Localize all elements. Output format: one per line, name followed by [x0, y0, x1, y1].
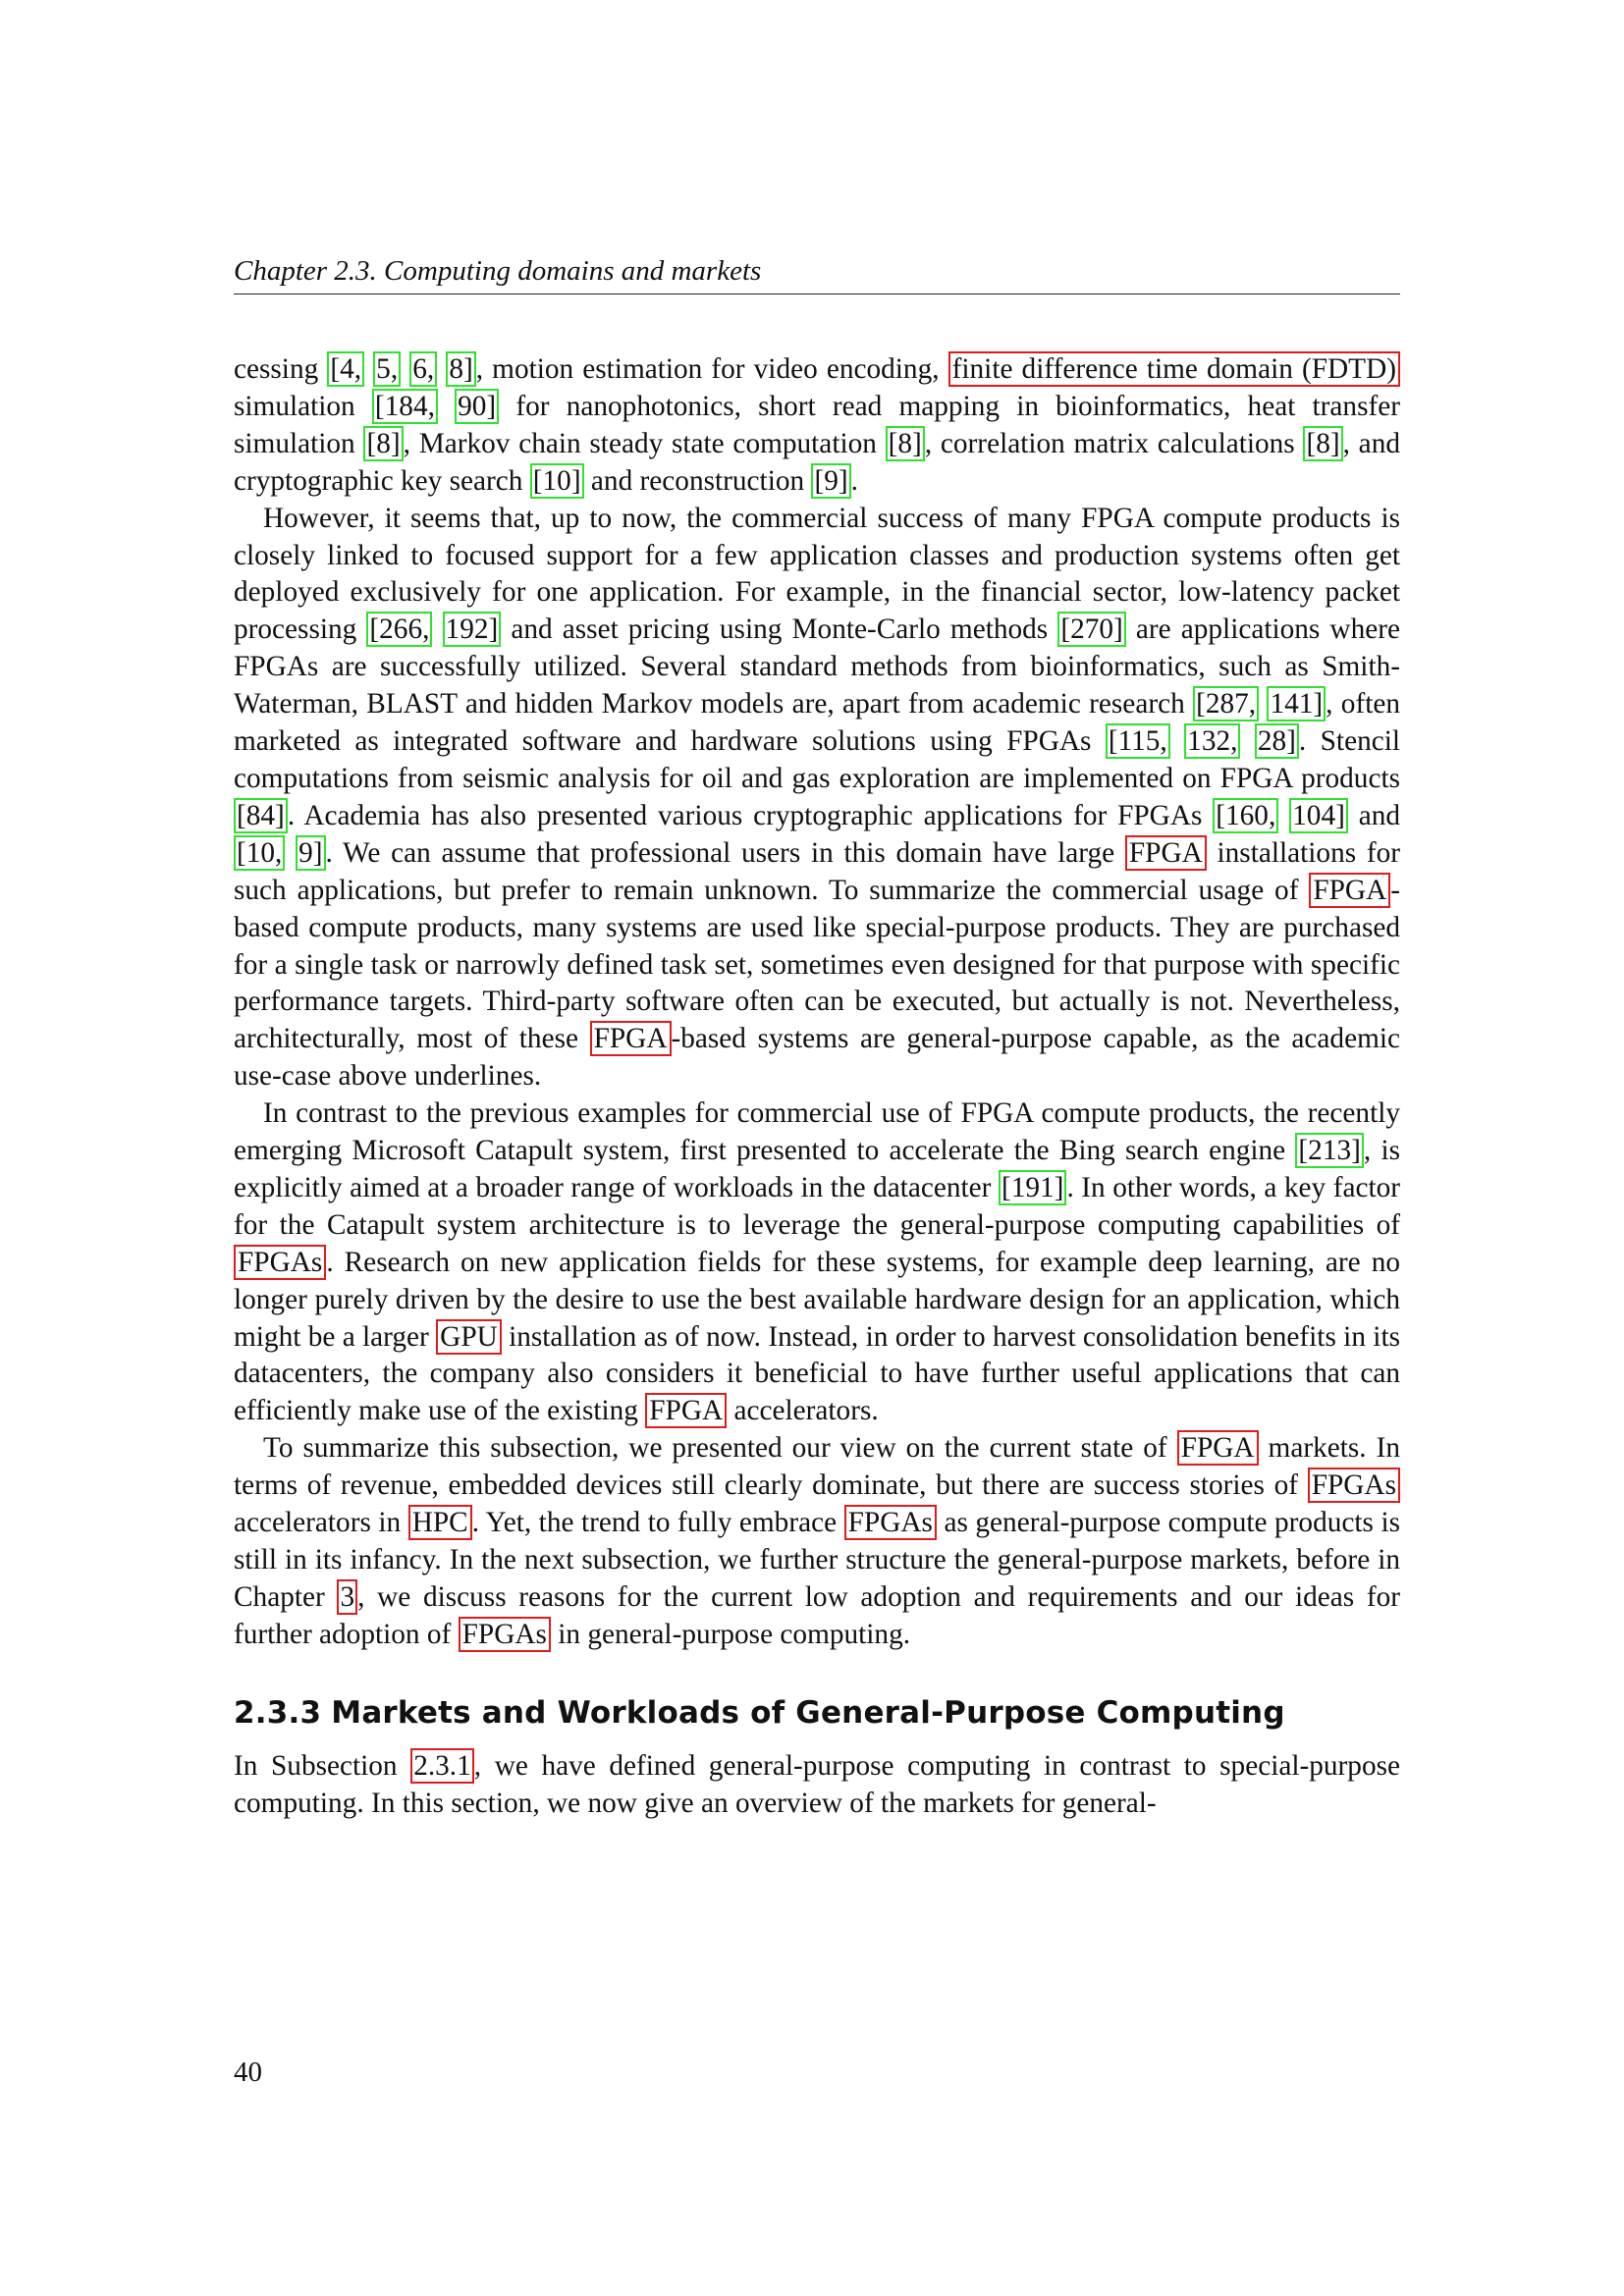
citation-link[interactable]: [160, [1213, 798, 1278, 833]
page-number: 40 [234, 2056, 262, 2088]
acronym-link[interactable]: finite difference time domain (FDTD) [948, 351, 1400, 387]
paragraph-text [432, 614, 442, 645]
citation-link[interactable]: [287, [1193, 686, 1259, 721]
paragraph-text: are applications where FPGAs are successfully utilized. Several standard methods from bioinformatics, such as Smith-Waterman, BLAST and hidden Markov models are, apart from academic research [234, 614, 1400, 721]
citation-link[interactable]: [10, [234, 835, 285, 871]
paragraph-text: and reconstruction [583, 464, 812, 497]
paragraph-text: , Markov chain steady state computation [403, 427, 886, 459]
paragraph-text: , motion estimation for video encoding, [475, 353, 948, 385]
paragraph-text: simulation [234, 390, 372, 422]
paragraph-text [1240, 725, 1254, 757]
section-heading [234, 1693, 1400, 1733]
paragraph-text: . Yet, the trend to fully embrace [471, 1507, 844, 1539]
paragraph-text: -based compute products, many systems are used like special-purpose products. They are purchased for a single task or narrowly defined task set, sometimes even designed for that purpose with specific performance targets. Third-party software often can be executed, but actually is not. Nevertheless, architecturally, most of these [234, 874, 1400, 1055]
paragraph-text: cessing [234, 353, 328, 385]
paragraph-text: for nanophotonics, short read mapping in bioinformatics, heat transfer simulation [234, 390, 1400, 459]
paragraph-group [234, 351, 1400, 1654]
paragraph [234, 501, 1400, 1096]
paragraph-text [438, 391, 455, 422]
running-header: Chapter 2.3. Computing domains and markets [234, 255, 762, 287]
citation-link[interactable]: 104] [1289, 798, 1348, 833]
citation-link[interactable]: [8] [886, 426, 925, 461]
citation-link[interactable]: [10] [530, 463, 584, 499]
paragraph-text: , and cryptographic key search [234, 427, 1400, 497]
acronym-link[interactable]: FPGAs [459, 1617, 551, 1652]
citation-link[interactable]: [270] [1057, 612, 1125, 647]
section-title: Markets and Workloads of General-Purpose Computing [331, 1694, 1285, 1731]
body-text [234, 351, 1400, 1823]
paragraph [234, 1430, 1400, 1653]
cross-reference-link[interactable]: 2.3.1 [410, 1748, 474, 1784]
paragraph-text [1170, 725, 1184, 757]
paragraph-text: installation as of now. Instead, in order to harvest consolidation benefits in its datacenters, the company also considers it beneficial to have further useful applications that can efficiently make use of the existing [234, 1320, 1400, 1427]
paragraph [234, 351, 1400, 501]
paragraph-text: , we have defined general-purpose computing in contrast to special-purpose computing. In this section, we now give an overview of the markets for general- [234, 1749, 1400, 1819]
citation-link[interactable]: 9] [296, 835, 325, 871]
paragraph-text [364, 353, 373, 385]
citation-link[interactable]: [9] [811, 463, 850, 499]
acronym-link[interactable]: HPC [408, 1505, 472, 1540]
citation-link[interactable]: [84] [234, 798, 288, 833]
paragraph-text: . Research on new application fields for these systems, for example deep learning, are no longer purely driven by the desire to use the best available hardware design for an application, which might be a larger [234, 1246, 1400, 1353]
paragraph-text [437, 353, 446, 385]
paragraph-text: . In other words, a key factor for the Catapult system architecture is to leverage the general-purpose computing capabilities of [234, 1171, 1401, 1241]
paragraph-text: , is explicitly aimed at a broader range of workloads in the datacenter [234, 1135, 1400, 1203]
paragraph-text: markets. In terms of revenue, embedded devices still clearly dominate, but there are success stories of [234, 1432, 1400, 1502]
paragraph-text: , correlation matrix calculations [924, 427, 1304, 459]
citation-link[interactable]: [184, [372, 389, 438, 424]
paragraph-text: in general-purpose computing. [550, 1618, 911, 1650]
paragraph-text: -based systems are general-purpose capable, as the academic use-case above underlines. [234, 1023, 1401, 1093]
citation-link[interactable]: 6, [409, 351, 437, 387]
paragraph-text: accelerators. [727, 1395, 879, 1427]
citation-link[interactable]: [115, [1106, 723, 1170, 759]
paragraph-text: as general-purpose compute products is still in its infancy. In the next subsection, we further structure the general-purpose markets, before in Chapter [234, 1507, 1400, 1613]
section-paragraph-group [234, 1748, 1400, 1823]
paragraph-text: . We can assume that professional users in this domain have large [325, 836, 1125, 869]
cross-reference-link[interactable]: 3 [337, 1579, 357, 1615]
acronym-link[interactable]: FPGA [645, 1393, 727, 1428]
citation-link[interactable]: [213] [1295, 1133, 1363, 1168]
citation-link[interactable]: [191] [999, 1170, 1066, 1205]
citation-link[interactable]: [266, [366, 612, 432, 647]
citation-link[interactable]: 192] [443, 612, 502, 647]
acronym-link[interactable]: FPGAs [234, 1245, 326, 1280]
acronym-link[interactable]: FPGA [1309, 873, 1390, 908]
paragraph [234, 1095, 1400, 1430]
paragraph-text: . Academia has also presented various cryptographic applications for FPGAs [287, 799, 1214, 831]
paragraph-text: . [850, 464, 858, 497]
paragraph-text: In contrast to the previous examples for commercial use of FPGA compute products, the recently emerging Microsoft Catapult system, first presented to accelerate the Bing search engine [234, 1097, 1400, 1167]
citation-link[interactable]: [4, [327, 351, 364, 387]
paragraph-text: However, it seems that, up to now, the commercial success of many FPGA compute products is closely linked to focused support for a few application classes and production systems often get deployed exclusively for one application. For example, in the financial sector, low-latency packet processing [234, 502, 1400, 646]
paragraph-text: . Stencil computations from seismic analysis for oil and gas exploration are implemented on FPGA products [234, 725, 1401, 794]
paragraph-text: installations for such applications, but prefer to remain unknown. To summarize the commercial usage of [234, 836, 1400, 906]
paragraph-text [401, 353, 409, 385]
paragraph-text: and [1347, 799, 1400, 831]
citation-link[interactable]: 28] [1255, 723, 1299, 759]
acronym-link[interactable]: GPU [436, 1319, 502, 1355]
acronym-link[interactable]: FPGAs [844, 1505, 937, 1540]
paragraph [234, 1748, 1400, 1823]
paragraph-text: , we discuss reasons for the current low adoption and requirements and our ideas for further adoption of [234, 1580, 1400, 1650]
paragraph-text [1278, 800, 1289, 831]
paragraph-text: and asset pricing using Monte-Carlo methods [501, 614, 1058, 646]
section-number: 2.3.3 [234, 1694, 322, 1731]
paragraph-text [285, 837, 296, 869]
citation-link[interactable]: 8] [446, 351, 475, 387]
citation-link[interactable]: 90] [455, 389, 499, 424]
citation-link[interactable]: [8] [363, 426, 403, 461]
acronym-link[interactable]: FPGA [1177, 1430, 1259, 1466]
citation-link[interactable]: 132, [1184, 723, 1240, 759]
acronym-link[interactable]: FPGAs [1308, 1468, 1400, 1503]
paragraph-text: To summarize this subsection, we presented our view on the current state of [263, 1432, 1177, 1465]
citation-link[interactable]: 5, [373, 351, 401, 387]
citation-link[interactable]: 141] [1267, 686, 1326, 721]
acronym-link[interactable]: FPGA [1125, 835, 1207, 871]
paragraph-text: , often marketed as integrated software and hardware solutions using FPGAs [234, 688, 1400, 758]
paragraph-text: accelerators in [234, 1507, 408, 1539]
citation-link[interactable]: [8] [1303, 426, 1342, 461]
paragraph-text: In Subsection [234, 1749, 411, 1782]
acronym-link[interactable]: FPGA [590, 1021, 672, 1056]
